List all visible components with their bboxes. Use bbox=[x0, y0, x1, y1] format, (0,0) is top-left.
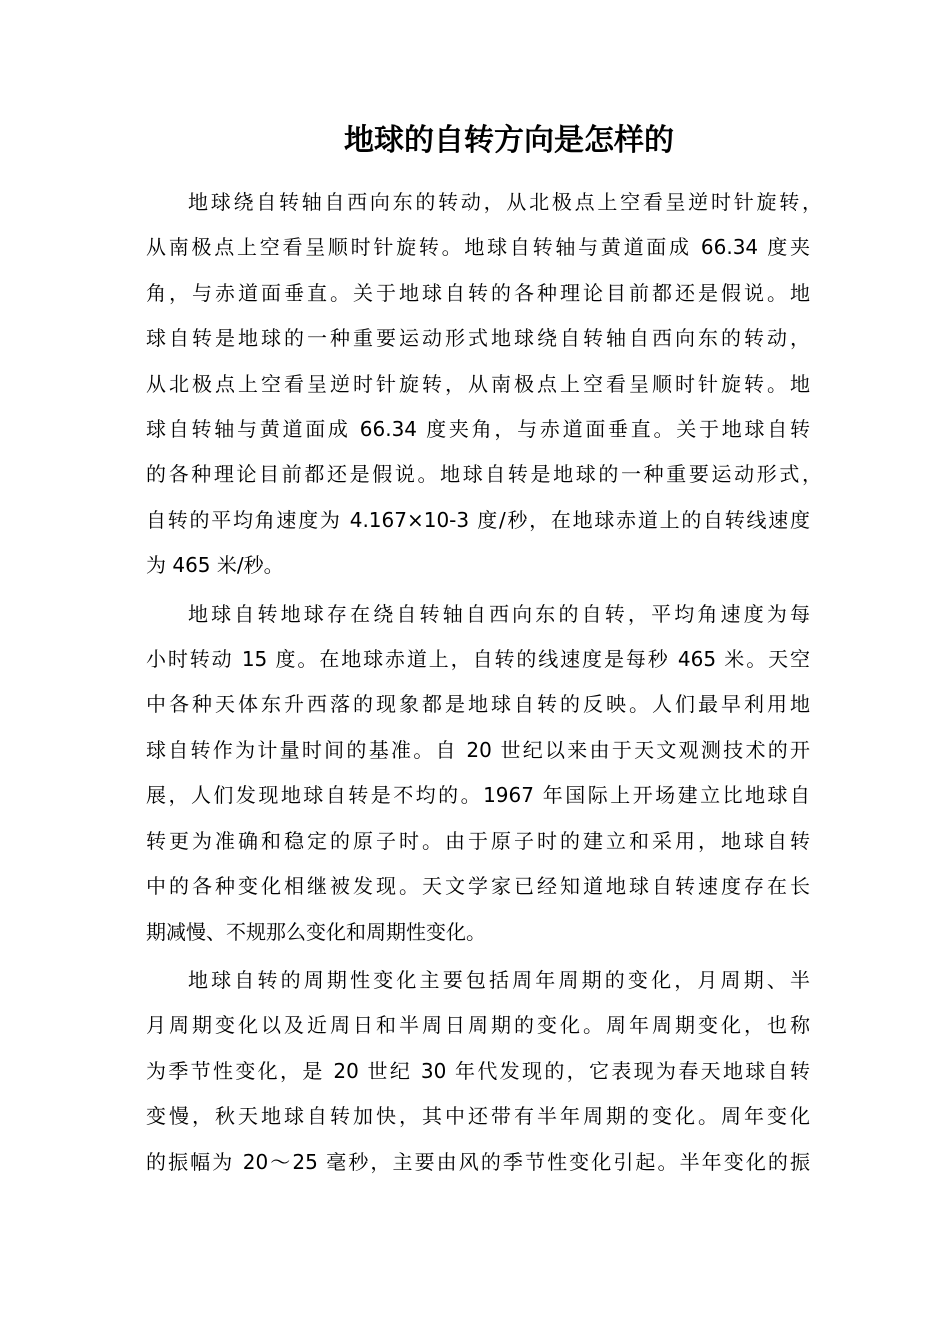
paragraph-line: 转更为准确和稳定的原子时。由于原子时的建立和采用，地球自转 bbox=[146, 828, 810, 853]
paragraph-line: 从北极点上空看呈逆时针旋转，从南极点上空看呈顺时针旋转。地 bbox=[146, 371, 810, 396]
paragraph-line: 球自转是地球的一种重要运动形式地球绕自转轴自西向东的转动， bbox=[146, 326, 810, 351]
paragraph-3 bbox=[146, 958, 810, 1185]
paragraph-line: 为 465 米/秒。 bbox=[146, 553, 284, 578]
paragraph-1 bbox=[146, 180, 822, 589]
paragraph-line: 月周期变化以及近周日和半周日周期的变化。周年周期变化，也称 bbox=[146, 1013, 810, 1038]
paragraph-line: 期减慢、不规那么变化和周期性变化。 bbox=[146, 919, 486, 944]
paragraph-line: 展，人们发现地球自转是不均的。1967 年国际上开场建立比地球自 bbox=[146, 783, 810, 808]
paragraph-line: 角，与赤道面垂直。关于地球自转的各种理论目前都还是假说。地 bbox=[146, 280, 810, 305]
paragraph-line: 地球绕自转轴自西向东的转动，从北极点上空看呈逆时针旋转， bbox=[188, 190, 822, 214]
paragraph-line: 中的各种变化相继被发现。天文学家已经知道地球自转速度存在长 bbox=[146, 874, 810, 899]
paragraph-line: 的振幅为 20～25 毫秒，主要由风的季节性变化引起。半年变化的振 bbox=[146, 1149, 810, 1174]
paragraph-line: 地球自转的周期性变化主要包括周年周期的变化，月周期、半 bbox=[188, 967, 810, 992]
paragraph-line: 为季节性变化，是 20 世纪 30 年代发现的，它表现为春天地球自转 bbox=[146, 1058, 810, 1083]
document-title: 地球的自转方向是怎样的 bbox=[344, 123, 674, 158]
paragraph-line: 球自转轴与黄道面成 66.34 度夹角，与赤道面垂直。关于地球自转 bbox=[146, 417, 810, 442]
paragraph-line: 地球自转地球存在绕自转轴自西向东的自转，平均角速度为每 bbox=[188, 601, 810, 626]
document-body bbox=[146, 180, 822, 1188]
paragraph-line: 中各种天体东升西落的现象都是地球自转的反映。人们最早利用地 bbox=[146, 692, 810, 717]
paragraph-line: 的各种理论目前都还是假说。地球自转是地球的一种重要运动形式， bbox=[146, 462, 822, 487]
paragraph-line: 变慢，秋天地球自转加快，其中还带有半年周期的变化。周年变化 bbox=[146, 1104, 810, 1129]
paragraph-2 bbox=[146, 592, 810, 955]
paragraph-line: 自转的平均角速度为 4.167×10-3 度/秒，在地球赤道上的自转线速度 bbox=[146, 507, 810, 532]
paragraph-line: 球自转作为计量时间的基准。自 20 世纪以来由于天文观测技术的开 bbox=[146, 737, 810, 762]
paragraph-line: 从南极点上空看呈顺时针旋转。地球自转轴与黄道面成 66.34 度夹 bbox=[146, 235, 810, 260]
paragraph-line: 小时转动 15 度。在地球赤道上，自转的线速度是每秒 465 米。天空 bbox=[146, 647, 810, 672]
